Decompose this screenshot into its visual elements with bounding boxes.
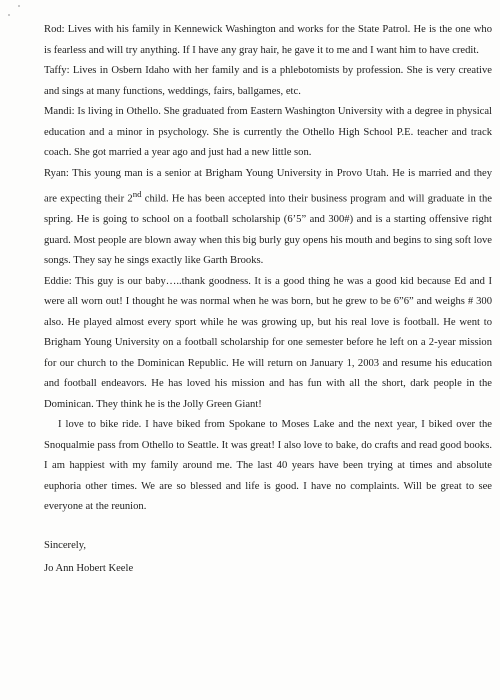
paragraph-ryan [44,164,492,272]
signature-name: Jo Ann Hobert Keele [44,563,134,575]
paragraph-eddie: Eddie: This guy is our baby…..thank goodness. It is a good thing he was a good kid because Ed and I were all worn out! I thought he was normal when he was born, but he grew to be 6”6” and weighs # 300 also. He played almost every sport while he was growing up, but his real love is football. He went to Brigham Young University on a football scholarship for one semester before he left on a 2-year mission for our church to the Dominican Republic. He will return on January 1, 2003 and resume his education and football endeavors. He has loved his mission and has fun with all the short, dark people in the Dominican. They think he is the Jolly Green Giant! [44,275,492,410]
ordinal-suffix: nd [132,189,142,199]
paragraph-ryan-text-a: Ryan: This young man is a senior at Brigham Young University in Provo Utah. He is married and they are expecting their 2 [44,167,492,205]
closing-line: Sincerely, [44,539,86,551]
scan-speck [8,14,10,16]
scan-speck [18,5,20,7]
letter-body [44,20,492,580]
paragraph-personal: I love to bike ride. I have biked from Spokane to Moses Lake and the next year, I biked over the Snoqualmie pass from Othello to Seattle. It was great! I also love to bake, do crafts and read good books. I am happiest with my family around me. The last 40 years have been trying at times and absolute euphoria other times. We are so blessed and life is good. I have no complaints. Will be great to see everyone at the reunion. [44,419,492,513]
paragraph-mandi: Mandi: Is living in Othello. She graduated from Eastern Washington University with a degree in physical education and a minor in psychology. She is currently the Othello High School P.E. teacher and track coach. She got married a year ago and just had a new little son. [44,106,492,158]
paragraph-rod: Rod: Lives with his family in Kennewick Washington and works for the State Patrol. He is the one who is fearless and will try anything. If I have any gray hair, he gave it to me and I want him to have credit. [44,24,492,56]
paragraph-taffy: Taffy: Lives in Osbern Idaho with her family and is a phlebotomists by profession. She is very creative and sings at many functions, weddings, fairs, ballgames, etc. [44,65,492,97]
paragraph-ryan-text-b: child. He has been accepted into their business program and will graduate in the spring. He is going to school on a football scholarship (6’5” and 300#) and is a starting offensive right guard. Most people are blown away when this big burly guy opens his mouth and begins to sing soft love songs. They say he sings exactly like Garth Brooks. [44,193,492,267]
